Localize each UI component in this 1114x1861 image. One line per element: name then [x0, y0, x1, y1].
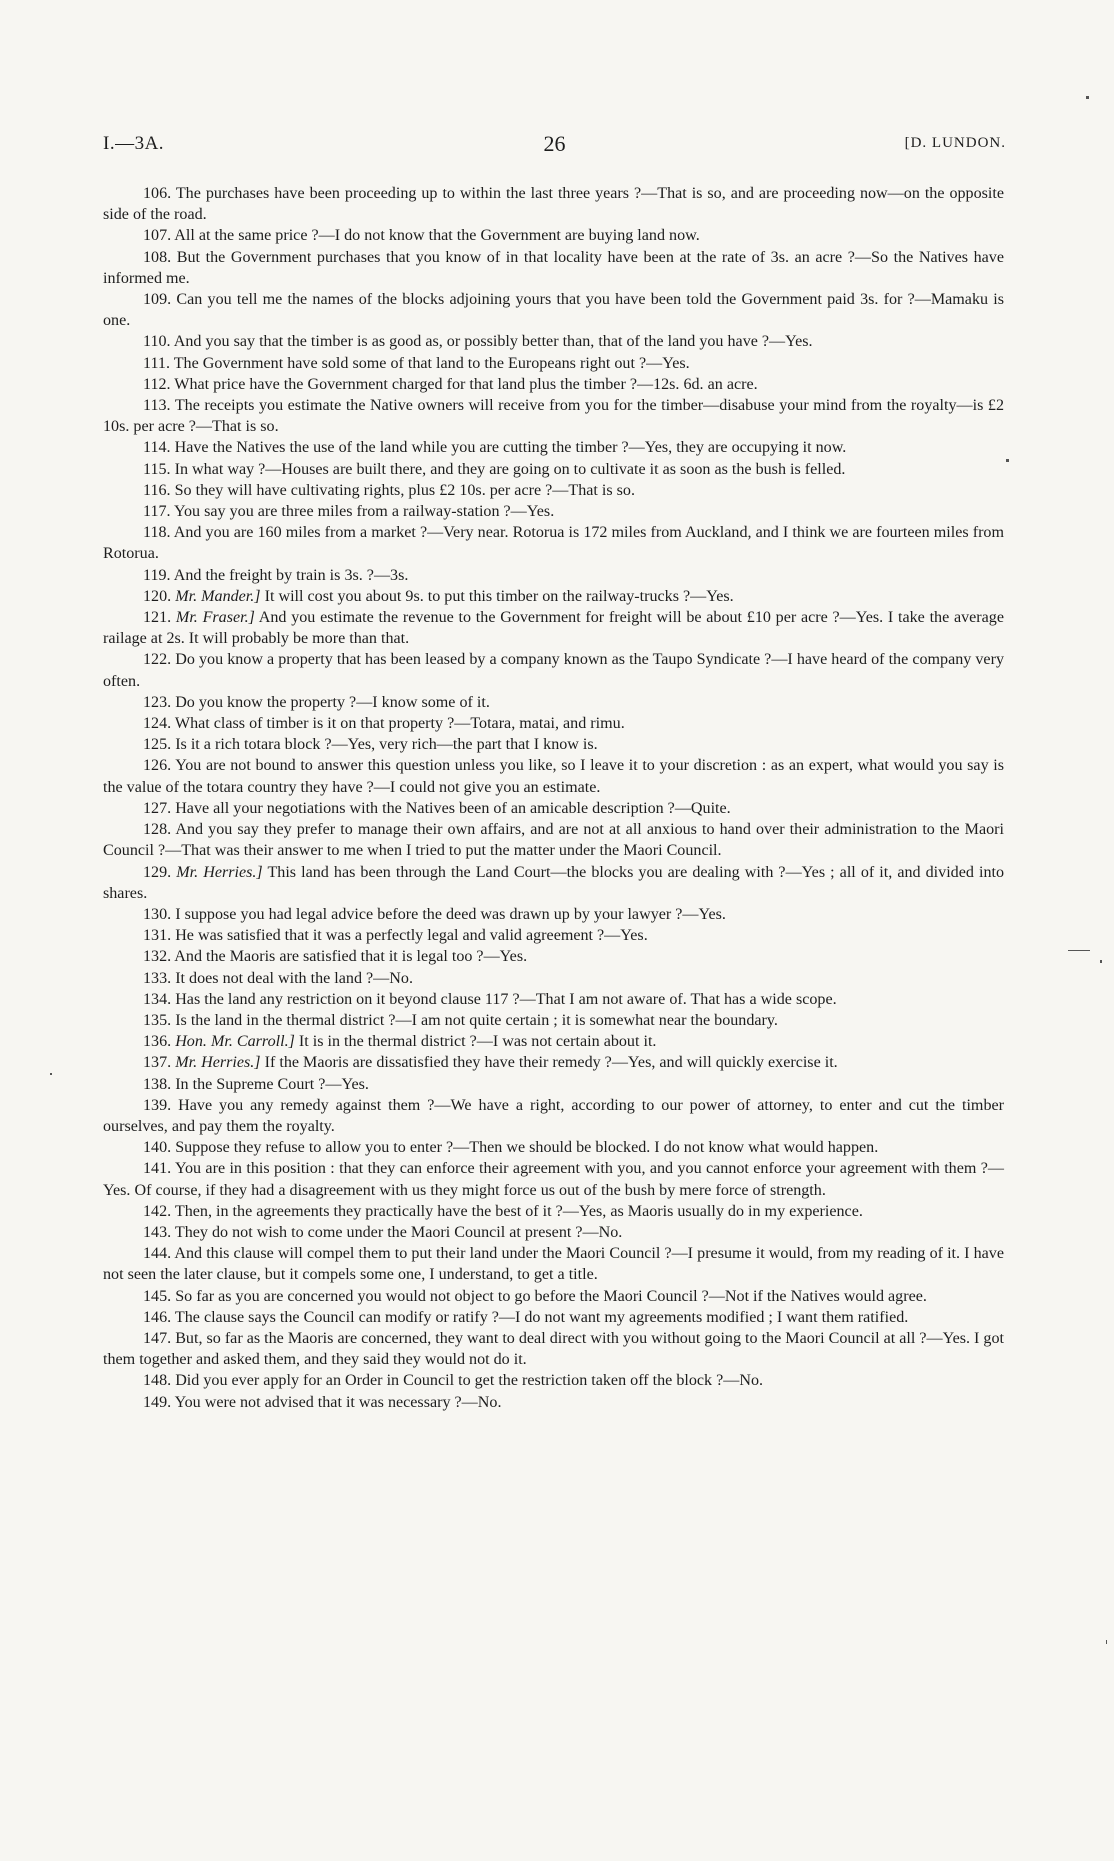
evidence-body: [103, 183, 1004, 1413]
question-answer-text: 134. Has the land any restriction on it beyond clause 117 ?—That I am not aware of. That has a wide scope.: [143, 990, 837, 1008]
qa-paragraph: [103, 862, 1004, 904]
question-answer-text: 138. In the Supreme Court ?—Yes.: [143, 1075, 369, 1093]
question-answer-text: 139. Have you any remedy against them ?—We have a right, according to our power of attorney, to enter and cut the timber ourselves, and pay them the royalty.: [103, 1096, 1004, 1135]
qa-paragraph: [103, 289, 1004, 331]
speaker-attribution: 129. Mr. Herries.]: [143, 863, 263, 881]
question-answer-text: 133. It does not deal with the land ?—No.: [143, 969, 413, 987]
question-answer-text: 141. You are in this position : that they can enforce their agreement with you, and you cannot enforce your agreement with them ?—Yes. Of course, if they had a disagreement with us they might force us out of the bush by mere force of strength.: [103, 1160, 1004, 1199]
question-answer-text: 124. What class of timber is it on that property ?—Totara, matai, and rimu.: [143, 715, 625, 733]
header-paper-reference: I.—3A.: [103, 133, 165, 154]
question-answer-text: 109. Can you tell me the names of the blocks adjoining yours that you have been told the Government paid 3s. for ?—Mamaku is one.: [103, 291, 1004, 330]
qa-paragraph: [103, 1052, 1004, 1073]
question-answer-text: 115. In what way ?—Houses are built there, and they are going on to cultivate it as soon as the bush is felled.: [143, 460, 846, 478]
qa-paragraph: [103, 798, 1004, 819]
question-answer-text: 108. But the Government purchases that you know of in that locality have been at the rate of 3s. an acre ?—So the Natives have informed me.: [103, 248, 1004, 287]
question-answer-text: And you estimate the revenue to the Government for freight will be about £10 per acre ?—Yes. I take the average railage at 2s. It will probably be more than that.: [103, 609, 1004, 648]
qa-paragraph: [103, 225, 1004, 246]
qa-paragraph: [103, 1158, 1004, 1200]
scan-mark: [1068, 950, 1090, 951]
qa-paragraph: [103, 925, 1004, 946]
question-answer-text: 130. I suppose you had legal advice before the deed was drawn up by your lawyer ?—Yes.: [143, 905, 726, 923]
question-answer-text: This land has been through the Land Court—the blocks you are dealing with ?—Yes ; all of it, and divided into shares.: [103, 863, 1005, 902]
qa-paragraph: [103, 1307, 1004, 1328]
qa-paragraph: [103, 607, 1004, 649]
question-answer-text: 143. They do not wish to come under the Maori Council at present ?—No.: [143, 1223, 623, 1241]
qa-paragraph: [103, 501, 1004, 522]
scan-mark: [1006, 459, 1009, 462]
qa-paragraph: [103, 586, 1004, 607]
qa-paragraph: [103, 755, 1004, 797]
qa-paragraph: [103, 183, 1004, 225]
qa-paragraph: [103, 480, 1004, 501]
qa-paragraph: [103, 989, 1004, 1010]
qa-paragraph: [103, 1222, 1004, 1243]
scan-mark: [1086, 96, 1089, 99]
question-answer-text: 123. Do you know the property ?—I know some of it.: [143, 693, 490, 711]
page-header: [103, 133, 1006, 163]
question-answer-text: 118. And you are 160 miles from a market ?—Very near. Rotorua is 172 miles from Auckland, and I think we are fourteen miles from Rotorua.: [103, 524, 1004, 563]
qa-paragraph: [103, 1137, 1004, 1158]
question-answer-text: 126. You are not bound to answer this question unless you like, so I leave it to your discretion : as an expert, what would you say is the value of the totara country they have ?—I could not give you an estimate.: [103, 757, 1004, 796]
qa-paragraph: [103, 819, 1004, 861]
qa-paragraph: [103, 968, 1004, 989]
question-answer-text: 128. And you say they prefer to manage their own affairs, and are not at all anxious to hand over their administration to the Maori Council ?—That was their answer to me when I tried to put the matter under the Maori Council.: [103, 821, 1004, 860]
question-answer-text: 116. So they will have cultivating rights, plus £2 10s. per acre ?—That is so.: [143, 481, 635, 499]
question-answer-text: 144. And this clause will compel them to put their land under the Maori Council ?—I presume it would, from my reading of it. I have not seen the later clause, but it compels some one, I understand, to get a title.: [103, 1245, 1004, 1284]
qa-paragraph: [103, 1201, 1004, 1222]
question-answer-text: 127. Have all your negotiations with the Natives been of an amicable description ?—Quite.: [143, 799, 731, 817]
scan-mark: [1100, 960, 1102, 963]
speaker-attribution: 120. Mr. Mander.]: [143, 587, 261, 605]
question-answer-text: 148. Did you ever apply for an Order in Council to get the restriction taken off the block ?—No.: [143, 1372, 764, 1390]
qa-paragraph: [103, 1370, 1004, 1391]
qa-paragraph: [103, 649, 1004, 691]
qa-paragraph: [103, 1074, 1004, 1095]
qa-paragraph: [103, 459, 1004, 480]
qa-paragraph: [103, 1392, 1004, 1413]
question-answer-text: 110. And you say that the timber is as good as, or possibly better than, that of the land you have ?—Yes.: [143, 333, 813, 351]
qa-paragraph: [103, 353, 1004, 374]
question-answer-text: 107. All at the same price ?—I do not know that the Government are buying land now.: [143, 227, 700, 245]
qa-paragraph: [103, 1243, 1004, 1285]
qa-paragraph: [103, 395, 1004, 437]
qa-paragraph: [103, 374, 1004, 395]
question-answer-text: 145. So far as you are concerned you would not object to go before the Maori Council ?—Not if the Natives would agree.: [143, 1287, 927, 1305]
question-answer-text: 147. But, so far as the Maoris are concerned, they want to deal direct with you without going to the Maori Council at all ?—Yes. I got them together and asked them, and they said they would not do it.: [103, 1329, 1004, 1369]
question-answer-text: 135. Is the land in the thermal district ?—I am not quite certain ; it is somewhat near the boundary.: [143, 1011, 778, 1029]
qa-paragraph: [103, 734, 1004, 755]
question-answer-text: 149. You were not advised that it was necessary ?—No.: [143, 1393, 502, 1411]
question-answer-text: It will cost you about 9s. to put this timber on the railway-trucks ?—Yes.: [260, 587, 734, 605]
question-answer-text: 125. Is it a rich totara block ?—Yes, very rich—the part that I know is.: [143, 736, 598, 754]
question-answer-text: 140. Suppose they refuse to allow you to enter ?—Then we should be blocked. I do not know what would happen.: [143, 1139, 879, 1157]
speaker-attribution: 137. Mr. Herries.]: [143, 1054, 261, 1072]
question-answer-text: 119. And the freight by train is 3s. ?—3s.: [143, 566, 409, 584]
question-answer-text: 142. Then, in the agreements they practically have the best of it ?—Yes, as Maoris usually do in my experience.: [143, 1202, 863, 1220]
question-answer-text: 122. Do you know a property that has been leased by a company known as the Taupo Syndicate ?—I have heard of the company very often.: [103, 651, 1004, 690]
qa-paragraph: [103, 437, 1004, 458]
question-answer-text: 131. He was satisfied that it was a perfectly legal and valid agreement ?—Yes.: [143, 927, 648, 945]
qa-paragraph: [103, 247, 1004, 289]
question-answer-text: 106. The purchases have been proceeding up to within the last three years ?—That is so, and are proceeding now—on the opposite side of the road.: [103, 185, 1004, 224]
question-answer-text: 111. The Government have sold some of that land to the Europeans right out ?—Yes.: [143, 354, 690, 372]
question-answer-text: 117. You say you are three miles from a railway-station ?—Yes.: [143, 503, 555, 521]
speaker-attribution: 136. Hon. Mr. Carroll.]: [143, 1033, 295, 1051]
qa-paragraph: [103, 904, 1004, 925]
qa-paragraph: [103, 1031, 1004, 1052]
qa-paragraph: [103, 565, 1004, 586]
qa-paragraph: [103, 1328, 1004, 1370]
qa-paragraph: [103, 713, 1004, 734]
speaker-attribution: 121. Mr. Fraser.]: [143, 609, 255, 627]
question-answer-text: 112. What price have the Government charged for that land plus the timber ?—12s. 6d. an acre.: [143, 375, 758, 393]
qa-paragraph: [103, 946, 1004, 967]
question-answer-text: It is in the thermal district ?—I was not certain about it.: [294, 1033, 657, 1051]
question-answer-text: 113. The receipts you estimate the Native owners will receive from you for the timber—disabuse your mind from the royalty—is £2 10s. per acre ?—That is so.: [103, 397, 1004, 436]
question-answer-text: If the Maoris are dissatisfied they have their remedy ?—Yes, and will quickly exercise it.: [260, 1054, 838, 1072]
question-answer-text: 146. The clause says the Council can modify or ratify ?—I do not want my agreements modified ; I want them ratified.: [143, 1308, 909, 1326]
question-answer-text: 114. Have the Natives the use of the land while you are cutting the timber ?—Yes, they are occupying it now.: [143, 439, 847, 457]
qa-paragraph: [103, 1010, 1004, 1031]
question-answer-text: 132. And the Maoris are satisfied that it is legal too ?—Yes.: [143, 948, 528, 966]
qa-paragraph: [103, 692, 1004, 713]
scan-mark: [1106, 1640, 1107, 1644]
qa-paragraph: [103, 331, 1004, 352]
header-page-number: 26: [543, 131, 566, 156]
scan-mark: [50, 1073, 52, 1075]
qa-paragraph: [103, 1286, 1004, 1307]
qa-paragraph: [103, 1095, 1004, 1137]
qa-paragraph: [103, 522, 1004, 564]
header-witness-name: [D. LUNDON.: [904, 135, 1006, 151]
